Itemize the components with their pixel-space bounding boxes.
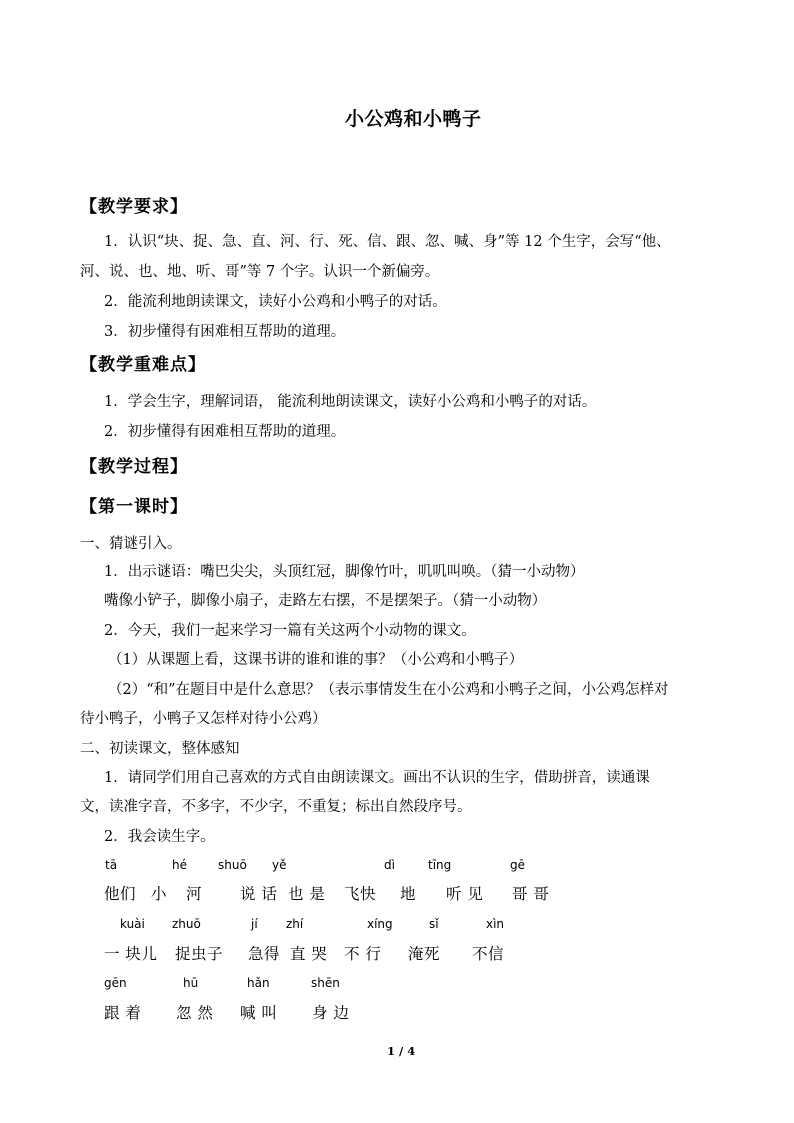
vocab-word: 身 边	[312, 1004, 350, 1022]
pinyin-label: sǐ	[429, 917, 439, 931]
part-1-heading: 一、猜谜引入。	[80, 536, 182, 552]
vocab-word: 小	[151, 885, 168, 903]
pinyin-label: jí	[251, 917, 258, 931]
section-heading-process: 【教学过程】	[80, 457, 188, 477]
part-1-line-5b: 待小鸭子，小鸭子又怎样对待小公鸡）	[80, 711, 327, 727]
part-2-line-1b: 文，读准字音，不多字，不少字，不重复；标出自然段序号。	[80, 799, 472, 815]
pinyin-label: xíng	[367, 917, 393, 931]
vocab-word: 淹死	[408, 945, 441, 963]
vocab-word: 喊 叫	[240, 1004, 278, 1022]
pinyin-label: hǎn	[247, 976, 270, 990]
vocab-word: 不 行	[344, 945, 382, 963]
pinyin-label: shuō	[218, 858, 247, 872]
vocab-word: 听 见	[446, 885, 484, 903]
vocab-word: 忽 然	[176, 1004, 214, 1022]
vocab-word: 说 话	[240, 885, 278, 903]
part-2-line-2: 2．我会读生字。	[104, 829, 215, 845]
pinyin-label: tā	[105, 858, 118, 872]
vocab-word: 直 哭	[290, 945, 328, 963]
pinyin-label: shēn	[311, 976, 340, 990]
vocab-word: 不信	[472, 945, 505, 963]
pinyin-label: yě	[272, 858, 287, 872]
page-number: 1 / 4	[387, 1044, 416, 1058]
vocab-word: 也 是	[288, 885, 326, 903]
section-heading-first-lesson: 【第一课时】	[80, 497, 188, 517]
pinyin-label: xìn	[486, 917, 505, 931]
pinyin-label: zhuō	[172, 917, 201, 931]
requirement-2: 2．能流利地朗读课文，读好小公鸡和小鸭子的对话。	[104, 294, 447, 310]
pinyin-label: hé	[172, 858, 187, 872]
vocab-word: 河	[186, 885, 203, 903]
requirement-1-line-2: 河、说、也、地、听、哥”等 7 个字。认识一个新偏旁。	[80, 264, 440, 280]
part-2-heading: 二、初读课文，整体感知	[80, 741, 240, 757]
vocab-word: 飞快	[344, 885, 377, 903]
key-point-1: 1．学会生字，理解词语， 能流利地朗读课文，读好小公鸡和小鸭子的对话。	[104, 394, 597, 410]
pinyin-label: hū	[183, 976, 199, 990]
vocab-word: 他们	[104, 885, 137, 903]
pinyin-label: dì	[384, 858, 395, 872]
part-2-line-1a: 1．请同学们用自己喜欢的方式自由朗读课文。画出不认识的生字，借助拼音，读通课	[104, 770, 650, 786]
part-1-line-3: 2．今天，我们一起来学习一篇有关这两个小动物的课文。	[104, 623, 476, 639]
requirement-1-line-1: 1．认识“块、捉、急、直、河、行、死、信、跟、忽、喊、身”等 12 个生字，会写“他、	[104, 234, 671, 250]
pinyin-label: kuài	[120, 917, 145, 931]
pinyin-label: gē	[510, 858, 525, 872]
section-heading-requirements: 【教学要求】	[80, 197, 188, 217]
vocab-word: 捉虫子	[175, 945, 224, 963]
pinyin-label: gēn	[104, 976, 127, 990]
vocab-word: 急得	[248, 945, 281, 963]
requirement-3: 3．初步懂得有困难相互帮助的道理。	[104, 324, 346, 340]
vocab-word: 地	[400, 885, 417, 903]
pinyin-label: zhí	[286, 917, 304, 931]
vocab-word: 一 块儿	[104, 945, 158, 963]
key-point-2: 2．初步懂得有困难相互帮助的道理。	[104, 424, 346, 440]
part-1-line-5a: （2）“和”在题目中是什么意思？（表示事情发生在小公鸡和小鸭子之间，小公鸡怎样对	[108, 682, 669, 698]
part-1-line-4: （1）从课题上看，这课书讲的谁和谁的事？（小公鸡和小鸭子）	[108, 652, 524, 668]
part-1-line-2: 嘴像小铲子，脚像小扇子，走路左右摆，不是摆架子。（猜一小动物）	[104, 593, 547, 609]
vocab-word: 跟 着	[104, 1004, 142, 1022]
section-heading-key-points: 【教学重难点】	[80, 355, 206, 375]
page-title: 小公鸡和小鸭子	[345, 108, 482, 130]
part-1-line-1: 1．出示谜语：嘴巴尖尖，头顶红冠，脚像竹叶，叽叽叫唤。（猜一小动物）	[104, 564, 585, 580]
pinyin-label: tīng	[428, 858, 452, 872]
vocab-word: 哥 哥	[512, 885, 550, 903]
